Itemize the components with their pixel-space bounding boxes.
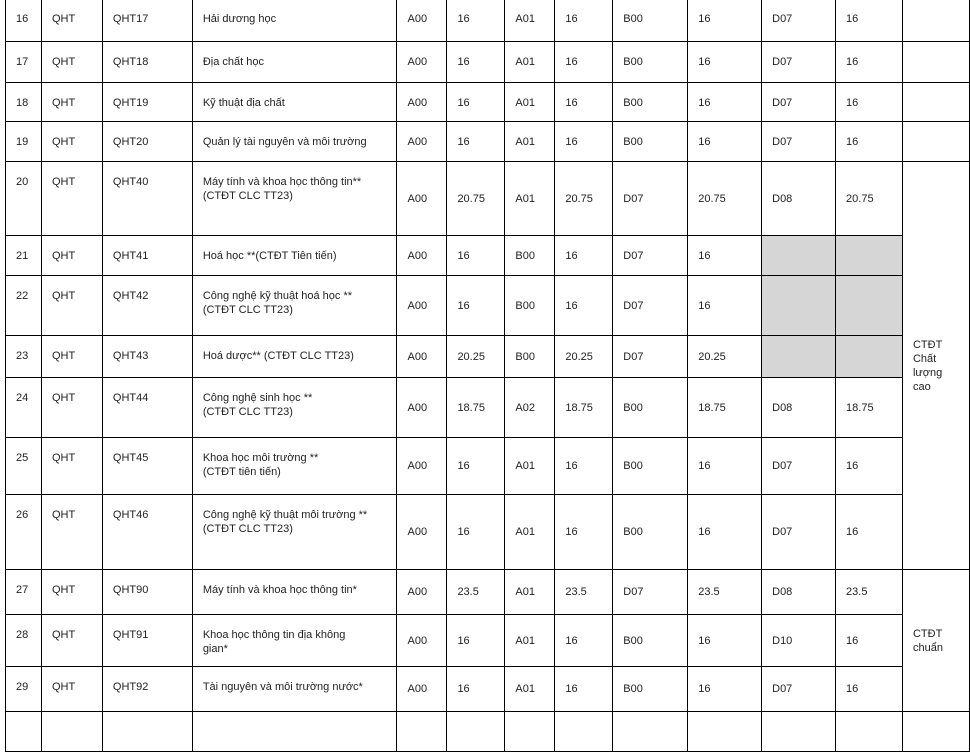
school-code: QHT	[41, 570, 102, 615]
subject-combo-1: A00	[397, 336, 447, 378]
table-row	[6, 438, 970, 495]
score-3: 16	[688, 0, 762, 42]
subject-combo-3: B00	[613, 0, 688, 42]
row-number: 23	[6, 336, 42, 378]
major-name: Máy tính và khoa học thông tin** (CTĐT CLC TT23)	[192, 162, 397, 236]
major-code: QHT40	[102, 162, 192, 236]
program-type-note: CTĐT chuẩn	[902, 570, 969, 712]
empty-cell	[836, 712, 903, 752]
subject-combo-1: A00	[397, 570, 447, 615]
score-2: 16	[555, 495, 613, 570]
subject-combo-3: B00	[613, 378, 688, 438]
empty-cell	[688, 712, 762, 752]
score-1: 18.75	[447, 378, 505, 438]
subject-combo-2: A01	[505, 83, 555, 122]
subject-combo-4: D08	[762, 378, 836, 438]
school-code: QHT	[41, 83, 102, 122]
score-3: 16	[688, 438, 762, 495]
subject-combo-2: A02	[505, 378, 555, 438]
score-1: 16	[447, 276, 505, 336]
school-code: QHT	[41, 615, 102, 667]
program-type-note: CTĐT Chất lượng cao	[902, 162, 969, 570]
score-3: 16	[688, 615, 762, 667]
row-number: 27	[6, 570, 42, 615]
table-row	[6, 276, 970, 336]
row-number: 21	[6, 236, 42, 276]
table-row	[6, 236, 970, 276]
score-1: 16	[447, 42, 505, 83]
table-row	[6, 570, 970, 615]
score-3: 23.5	[688, 570, 762, 615]
subject-combo-1: A00	[397, 236, 447, 276]
score-2: 20.75	[555, 162, 613, 236]
subject-combo-1: A00	[397, 42, 447, 83]
major-name: Khoa học môi trường ** (CTĐT tiên tiến)	[192, 438, 397, 495]
score-3: 16	[688, 122, 762, 162]
score-2: 16	[555, 438, 613, 495]
subject-combo-1: A00	[397, 83, 447, 122]
row-number: 26	[6, 495, 42, 570]
table-row	[6, 42, 970, 83]
score-3: 20.25	[688, 336, 762, 378]
score-3: 18.75	[688, 378, 762, 438]
major-code: QHT46	[102, 495, 192, 570]
score-2: 16	[555, 615, 613, 667]
score-3: 16	[688, 42, 762, 83]
school-code: QHT	[41, 276, 102, 336]
subject-combo-2: A01	[505, 162, 555, 236]
score-4: 16	[836, 495, 903, 570]
score-1: 20.75	[447, 162, 505, 236]
note-cell	[902, 42, 969, 83]
empty-shaded-cell	[836, 236, 903, 276]
score-1: 16	[447, 236, 505, 276]
score-4: 16	[836, 83, 903, 122]
subject-combo-4: D07	[762, 0, 836, 42]
score-2: 16	[555, 0, 613, 42]
empty-cell	[555, 712, 613, 752]
major-code: QHT44	[102, 378, 192, 438]
major-name: Máy tính và khoa học thông tin*	[192, 570, 397, 615]
score-2: 16	[555, 42, 613, 83]
empty-cell	[397, 712, 447, 752]
row-number: 16	[6, 0, 42, 42]
score-2: 16	[555, 83, 613, 122]
subject-combo-4: D07	[762, 42, 836, 83]
score-2: 18.75	[555, 378, 613, 438]
school-code: QHT	[41, 378, 102, 438]
score-2: 16	[555, 236, 613, 276]
subject-combo-3: B00	[613, 438, 688, 495]
subject-combo-4: D08	[762, 570, 836, 615]
subject-combo-3: D07	[613, 336, 688, 378]
subject-combo-3: B00	[613, 495, 688, 570]
school-code: QHT	[41, 162, 102, 236]
score-1: 16	[447, 0, 505, 42]
row-number: 29	[6, 667, 42, 712]
subject-combo-3: D07	[613, 570, 688, 615]
score-3: 16	[688, 667, 762, 712]
table-row	[6, 336, 970, 378]
subject-combo-1: A00	[397, 667, 447, 712]
subject-combo-2: A01	[505, 122, 555, 162]
major-name: Công nghệ sinh học ** (CTĐT CLC TT23)	[192, 378, 397, 438]
major-code: QHT45	[102, 438, 192, 495]
major-name: Hoá dược** (CTĐT CLC TT23)	[192, 336, 397, 378]
subject-combo-1: A00	[397, 378, 447, 438]
empty-cell	[762, 712, 836, 752]
row-number: 17	[6, 42, 42, 83]
row-number: 28	[6, 615, 42, 667]
major-code: QHT18	[102, 42, 192, 83]
school-code: QHT	[41, 42, 102, 83]
major-code: QHT20	[102, 122, 192, 162]
row-number: 22	[6, 276, 42, 336]
table-row	[6, 495, 970, 570]
empty-shaded-cell	[836, 336, 903, 378]
school-code: QHT	[41, 495, 102, 570]
subject-combo-1: A00	[397, 438, 447, 495]
empty-shaded-cell	[836, 276, 903, 336]
subject-combo-2: A01	[505, 0, 555, 42]
note-cell	[902, 83, 969, 122]
subject-combo-1: A00	[397, 0, 447, 42]
subject-combo-1: A00	[397, 276, 447, 336]
table-row	[6, 712, 970, 752]
major-name: Hoá học **(CTĐT Tiên tiến)	[192, 236, 397, 276]
score-4: 18.75	[836, 378, 903, 438]
major-name: Khoa học thông tin địa không gian*	[192, 615, 397, 667]
subject-combo-3: D07	[613, 276, 688, 336]
score-4: 16	[836, 122, 903, 162]
score-4: 16	[836, 438, 903, 495]
major-name: Địa chất học	[192, 42, 397, 83]
subject-combo-3: B00	[613, 122, 688, 162]
table-row	[6, 615, 970, 667]
major-code: QHT92	[102, 667, 192, 712]
subject-combo-4: D08	[762, 162, 836, 236]
empty-cell	[613, 712, 688, 752]
subject-combo-3: D07	[613, 162, 688, 236]
score-2: 20.25	[555, 336, 613, 378]
subject-combo-4: D07	[762, 122, 836, 162]
table-row	[6, 122, 970, 162]
school-code: QHT	[41, 438, 102, 495]
subject-combo-2: B00	[505, 236, 555, 276]
score-1: 16	[447, 122, 505, 162]
subject-combo-2: B00	[505, 276, 555, 336]
row-number: 20	[6, 162, 42, 236]
subject-combo-1: A00	[397, 495, 447, 570]
major-name: Tài nguyên và môi trường nước*	[192, 667, 397, 712]
subject-combo-2: A01	[505, 495, 555, 570]
empty-cell	[102, 712, 192, 752]
major-code: QHT43	[102, 336, 192, 378]
score-4: 16	[836, 0, 903, 42]
school-code: QHT	[41, 667, 102, 712]
row-number: 25	[6, 438, 42, 495]
empty-cell	[505, 712, 555, 752]
score-1: 23.5	[447, 570, 505, 615]
empty-shaded-cell	[762, 236, 836, 276]
score-3: 16	[688, 495, 762, 570]
empty-shaded-cell	[762, 336, 836, 378]
subject-combo-3: B00	[613, 615, 688, 667]
score-3: 16	[688, 83, 762, 122]
subject-combo-2: A01	[505, 615, 555, 667]
note-cell	[902, 0, 969, 42]
subject-combo-3: B00	[613, 667, 688, 712]
major-name: Công nghệ kỹ thuật môi trường ** (CTĐT CLC TT23)	[192, 495, 397, 570]
major-code: QHT17	[102, 0, 192, 42]
score-2: 16	[555, 276, 613, 336]
school-code: QHT	[41, 122, 102, 162]
subject-combo-4: D07	[762, 495, 836, 570]
subject-combo-4: D07	[762, 83, 836, 122]
subject-combo-3: B00	[613, 83, 688, 122]
score-1: 16	[447, 615, 505, 667]
row-number: 19	[6, 122, 42, 162]
score-2: 16	[555, 122, 613, 162]
subject-combo-2: A01	[505, 570, 555, 615]
major-code: QHT42	[102, 276, 192, 336]
major-name: Hải dương học	[192, 0, 397, 42]
score-1: 16	[447, 83, 505, 122]
empty-cell	[6, 712, 42, 752]
major-code: QHT41	[102, 236, 192, 276]
score-2: 23.5	[555, 570, 613, 615]
score-2: 16	[555, 667, 613, 712]
score-3: 16	[688, 236, 762, 276]
table-row	[6, 667, 970, 712]
score-1: 16	[447, 438, 505, 495]
major-code: QHT19	[102, 83, 192, 122]
major-name: Quản lý tài nguyên và môi trường	[192, 122, 397, 162]
subject-combo-4: D07	[762, 667, 836, 712]
score-1: 16	[447, 667, 505, 712]
admission-score-table	[5, 0, 970, 752]
score-4: 20.75	[836, 162, 903, 236]
table-row	[6, 162, 970, 236]
major-name: Công nghệ kỹ thuật hoá học ** (CTĐT CLC TT23)	[192, 276, 397, 336]
subject-combo-4: D10	[762, 615, 836, 667]
subject-combo-3: D07	[613, 236, 688, 276]
major-code: QHT90	[102, 570, 192, 615]
empty-cell	[41, 712, 102, 752]
score-4: 16	[836, 667, 903, 712]
score-4: 16	[836, 615, 903, 667]
subject-combo-1: A00	[397, 162, 447, 236]
score-3: 16	[688, 276, 762, 336]
major-name: Kỹ thuật địa chất	[192, 83, 397, 122]
score-1: 16	[447, 495, 505, 570]
subject-combo-2: B00	[505, 336, 555, 378]
subject-combo-2: A01	[505, 42, 555, 83]
row-number: 24	[6, 378, 42, 438]
table-row	[6, 378, 970, 438]
empty-cell	[192, 712, 397, 752]
school-code: QHT	[41, 236, 102, 276]
school-code: QHT	[41, 0, 102, 42]
score-3: 20.75	[688, 162, 762, 236]
empty-cell	[447, 712, 505, 752]
score-1: 20.25	[447, 336, 505, 378]
score-4: 23.5	[836, 570, 903, 615]
score-4: 16	[836, 42, 903, 83]
subject-combo-4: D07	[762, 438, 836, 495]
table-row	[6, 0, 970, 42]
major-code: QHT91	[102, 615, 192, 667]
subject-combo-1: A00	[397, 122, 447, 162]
empty-cell	[902, 712, 969, 752]
subject-combo-1: A00	[397, 615, 447, 667]
empty-shaded-cell	[762, 276, 836, 336]
school-code: QHT	[41, 336, 102, 378]
note-cell	[902, 122, 969, 162]
subject-combo-2: A01	[505, 667, 555, 712]
row-number: 18	[6, 83, 42, 122]
subject-combo-2: A01	[505, 438, 555, 495]
table-row	[6, 83, 970, 122]
subject-combo-3: B00	[613, 42, 688, 83]
